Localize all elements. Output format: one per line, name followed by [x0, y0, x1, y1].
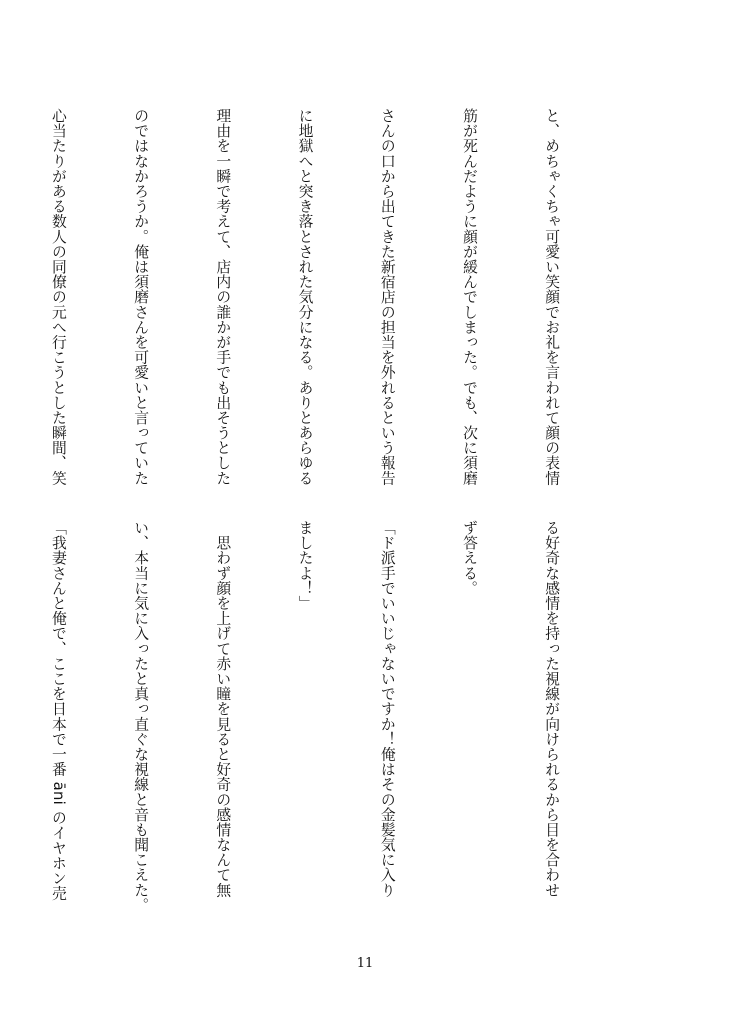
text-column: ましたよ！」	[296, 520, 314, 611]
text-column: のではなかろうか。俺は須磨さんを可愛いと言っていた	[132, 108, 150, 486]
text-column: ず答える。	[460, 520, 478, 596]
text-column: 心当たりがある数人の同僚の元へ行こうとした瞬間、笑	[49, 108, 67, 486]
text-column: 思わず顔を上げて赤い瞳を見ると好奇の感情なんて無	[214, 520, 232, 898]
text-column: 理由を一瞬で考えて、店内の誰かが手でも出そうとした	[214, 108, 232, 486]
text-column: 「我妻さんと俺で、ここを日本で一番 āni のイヤホン売	[49, 520, 67, 901]
text-column: い、本当に気に入ったと真っ直ぐな視線と音も聞こえた。	[132, 520, 150, 913]
text-column: る好奇な感情を持った視線が向けられるから目を合わせ	[543, 520, 561, 898]
text-column: に地獄へと突き落とされた気分になる。ありとあらゆる	[296, 108, 314, 486]
text-column: 筋が死んだように顔が緩んでしまった。でも、次に須磨	[460, 108, 478, 486]
text-column: さんの口から出てきた新宿店の担当を外れるという報告	[378, 108, 396, 486]
page-number: 11	[356, 956, 374, 971]
text-column: と、めちゃくちゃ可愛い笑顔でお礼を言われて顔の表情	[543, 108, 561, 486]
body-text-lower	[49, 520, 620, 920]
text-column: 「ド派手でいいじゃないですか！俺はその金髪気に入り	[378, 520, 396, 898]
body-text-upper	[49, 108, 620, 508]
